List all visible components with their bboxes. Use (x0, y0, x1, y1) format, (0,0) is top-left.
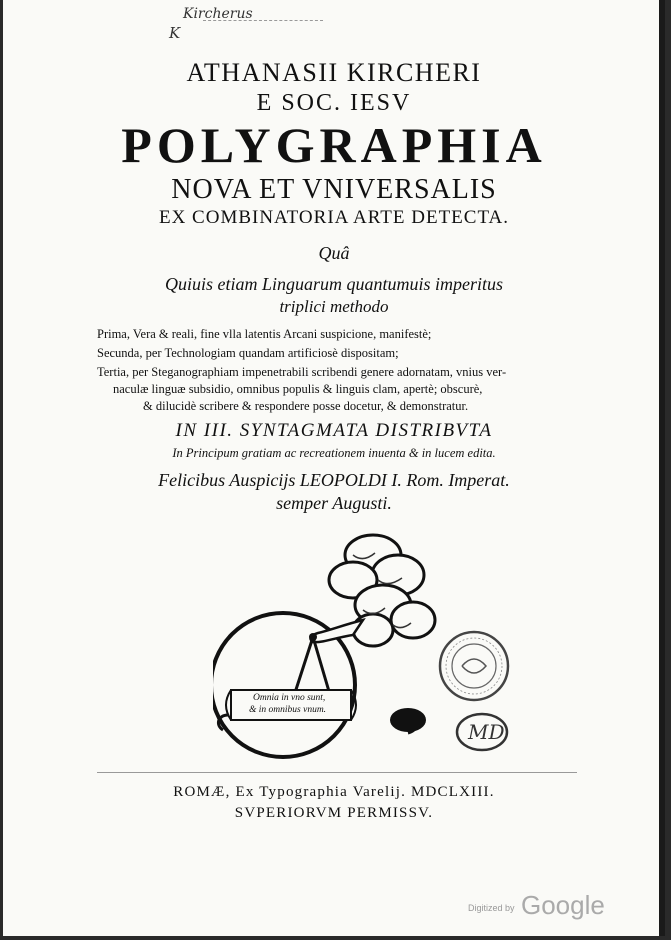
qua-line: Quâ (318, 243, 350, 263)
stamp-label: MD (468, 720, 505, 744)
imprint-rule-top (97, 772, 577, 773)
method-line-3: Tertia, per Steganographiam impenetrabili scribendi genere adornatam, vnius ver- (97, 365, 507, 379)
felicibus-line: Felicibus Auspicijs LEOPOLDI I. Rom. Imperat. (158, 470, 510, 490)
library-stamp-seal (436, 628, 512, 704)
emblem-illustration (213, 525, 453, 775)
subtitle-line-1: NOVA ET VNIVERSALIS (171, 174, 497, 205)
semper-line: semper Augusti. (276, 493, 392, 513)
digitized-by-label: Digitized by (468, 903, 515, 913)
main-title: POLYGRAPHIA (121, 117, 547, 173)
permission-line: SVPERIORVM PERMISSV. (234, 805, 434, 821)
author-line: ATHANASII KIRCHERI (186, 58, 482, 87)
subtitle-line-2: EX COMBINATORIA ARTE DETECTA. (158, 207, 510, 228)
title-page (3, 0, 665, 936)
google-watermark: Google (521, 890, 605, 920)
imprint-line: ROMÆ, Ex Typographia Varelij. MDCLXIII. (173, 784, 495, 800)
method-line-4: naculæ linguæ subsidio, omnibus populis & linguis clam, apertè; obscurè, (113, 382, 483, 396)
handwritten-mark: K (169, 24, 181, 42)
handwritten-note: Kircherus (183, 6, 253, 22)
emblem-scroll-text-2: & in omnibus vnum. (249, 705, 327, 715)
in-principum-line: In Principum gratiam ac recreationem inuenta & in lucem edita. (172, 446, 496, 460)
method-line-2: Secunda, per Technologiam quandam artificiosè dispositam; (97, 346, 399, 360)
handwritten-underline (203, 20, 323, 21)
method-line-1: Prima, Vera & reali, fine vlla latentis Arcani suspicione, manifestè; (97, 327, 432, 341)
syntagmata-line: IN III. SYNTAGMATA DISTRIBVTA (175, 420, 493, 441)
quiuis-line-2: triplici methodo (279, 297, 389, 316)
quiuis-line-1: Quiuis etiam Linguarum quantumuis imperitus (164, 274, 504, 294)
method-line-5: & dilucidè scribere & respondere posse docetur, & demonstratur. (143, 399, 469, 413)
society-line: E SOC. IESV (256, 90, 412, 116)
emblem-scroll-text-1: Omnia in vno sunt, (253, 693, 326, 703)
page-edge-shadow (659, 0, 665, 936)
